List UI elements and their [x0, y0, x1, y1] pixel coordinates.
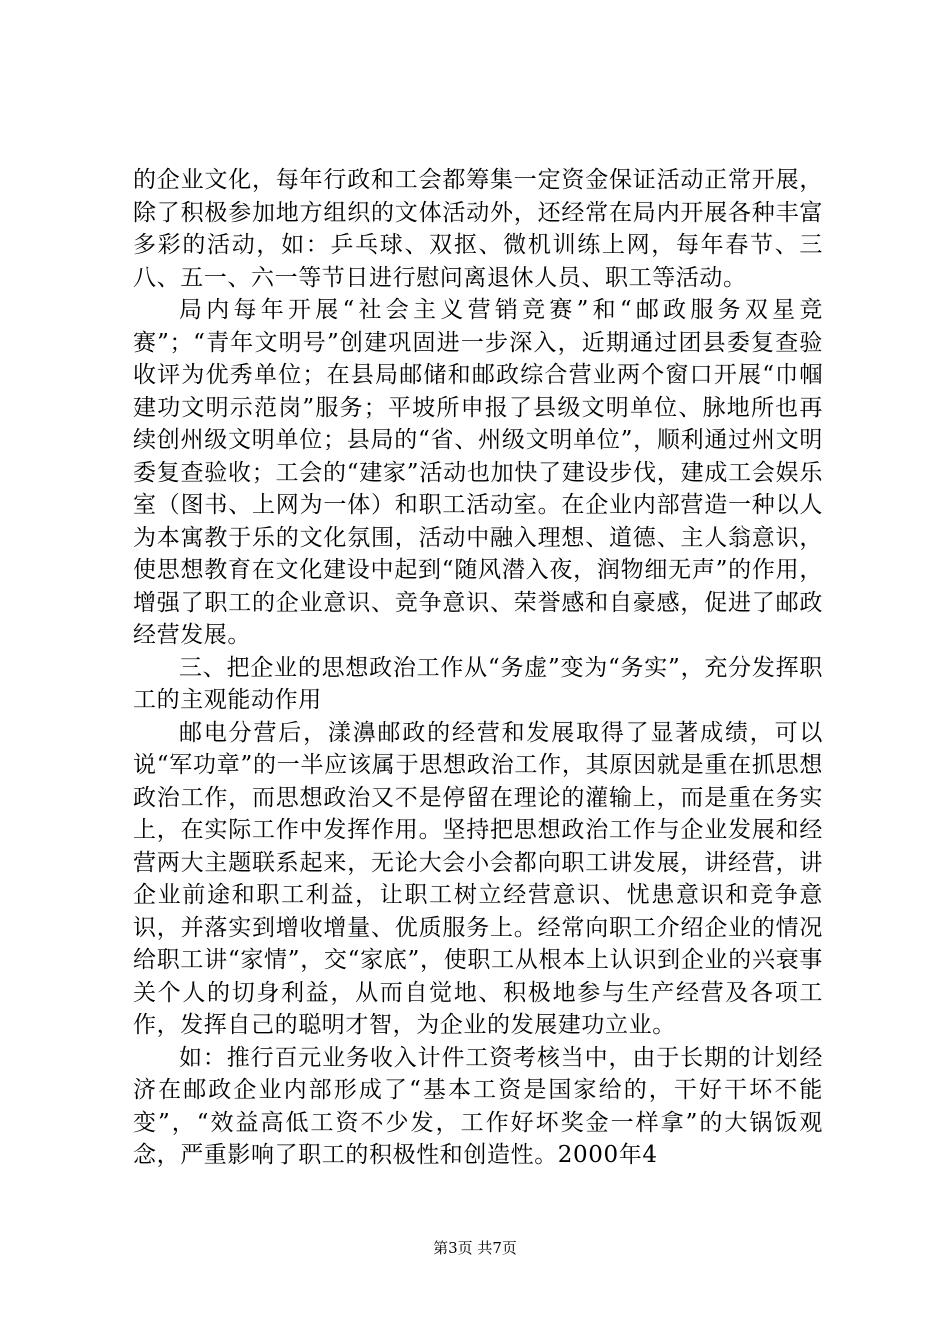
- paragraph-political-work: 邮电分营后，漾濞邮政的经营和发展取得了显著成绩，可以说“军功章”的一半应该属于思想政治工作，其原因就是重在抓思想政治工作，而思想政治又不是停留在理论的灌输上，而是重在务实上，在实际工作中发挥作用。坚持把思想政治工作与企业发展和经营两大主题联系起来，无论大会小会都向职工讲发展，讲经营，讲企业前途和职工利益，让职工树立经营意识、忧患意识和竞争意识，并落实到增收增量、优质服务上。经常向职工介绍企业的情况给职工讲“家情”，交“家底”，使职工从根本上认识到企业的兴衰事关个人的切身利益，从而自觉地、积极地参与生产经营及各项工作，发挥自己的聪明才智，为企业的发展建功立业。: [133, 719, 823, 1038]
- paragraph-civilization-activities: 局内每年开展“社会主义营销竞赛”和“邮政服务双星竞赛”；“青年文明号”创建巩固进一步深入，近期通过团县委复查验收评为优秀单位；在县局邮储和邮政综合营业两个窗口开展“巾帼建功文明示范岗”服务；平坡所申报了县级文明单位、脉地所也再续创州级文明单位；县局的“省、州级文明单位”，顺利通过州文明委复查验收；工会的“建家”活动也加快了建设步伐，建成工会娱乐室（图书、上网为一体）和职工活动室。在企业内部营造一种以人为本寓教于乐的文化氛围，活动中融入理想、道德、主人翁意识，使思想教育在文化建设中起到“随风潜入夜，润物细无声”的作用，增强了职工的企业意识、竞争意识、荣誉感和自豪感，促进了邮政经营发展。: [133, 297, 823, 648]
- paragraph-continuation: 的企业文化，每年行政和工会都筹集一定资金保证活动正常开展，除了积极参加地方组织的文体活动外，还经常在局内开展各种丰富多彩的活动，如：乒乓球、双抠、微机训练上网，每年春节、三八、五一、六一等节日进行慰问离退休人员、职工等活动。: [133, 167, 823, 291]
- page-number-label: 第3页 共7页: [433, 1239, 517, 1257]
- section-heading-three: 三、把企业的思想政治工作从“务虚”变为“务实”，充分发挥职工的主观能动作用: [133, 654, 823, 713]
- document-body: [133, 164, 823, 1172]
- paragraph-example: 如：推行百元业务收入计件工资考核当中，由于长期的计划经济在邮政企业内部形成了“基本工资是国家给的，干好干坏不能变”，“效益高低工资不少发，工作好坏奖金一样拿”的大锅饭观念，严重影响了职工的积极性和创造性。2000年4: [133, 1044, 823, 1168]
- page-footer: [0, 1238, 950, 1258]
